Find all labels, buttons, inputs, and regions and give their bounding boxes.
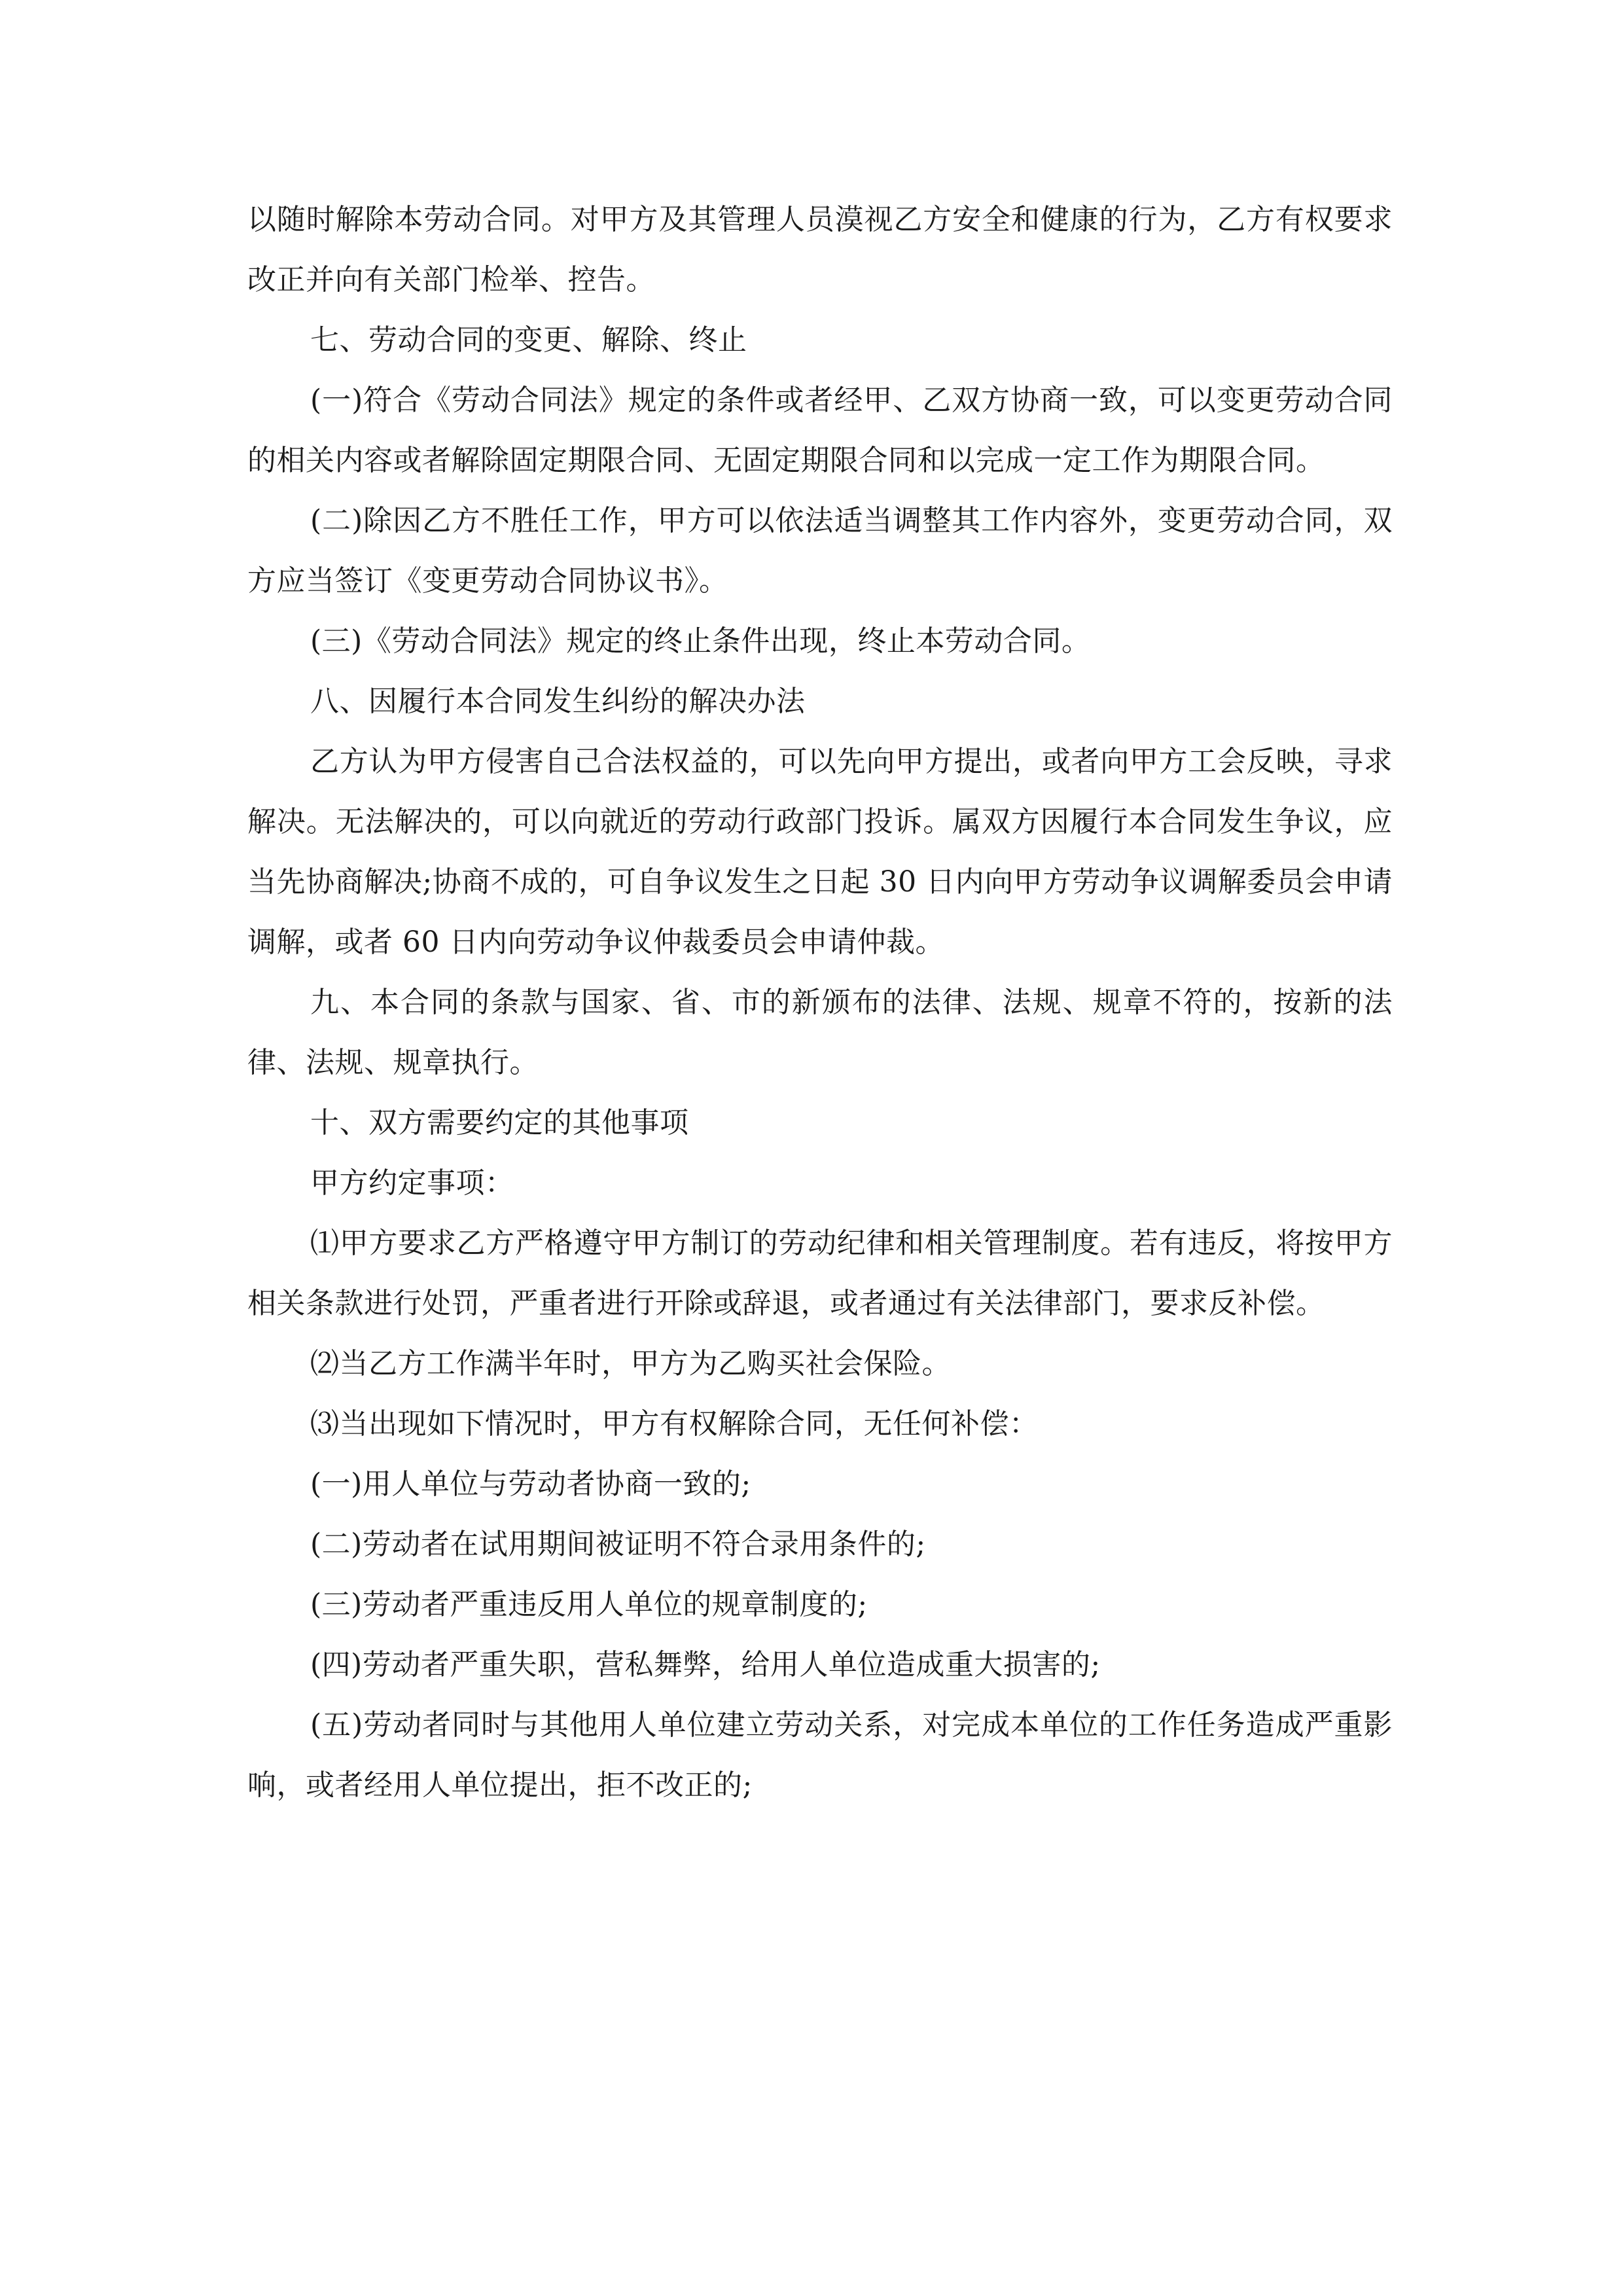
document-body [247, 190, 1393, 1816]
paragraph-7-1: (一)符合《劳动合同法》规定的条件或者经甲、乙双方协商一致，可以变更劳动合同的相关内容或者解除固定期限合同、无固定期限合同和以完成一定工作为期限合同。 [247, 384, 1393, 477]
term-item-2: ⑵当乙方工作满半年时，甲方为乙购买社会保险。 [310, 1347, 951, 1380]
party-a-terms-label: 甲方约定事项： [310, 1166, 514, 1200]
term-item-3: ⑶当出现如下情况时，甲方有权解除合同，无任何补偿： [310, 1407, 1039, 1441]
paragraph-8-body: 乙方认为甲方侵害自己合法权益的，可以先向甲方提出，或者向甲方工会反映，寻求解决。无法解决的，可以向就近的劳动行政部门投诉。属双方因履行本合同发生争议，应当先协商解决;协商不成的，可自争议发生之日起 30 日内向甲方劳动争议调解委员会申请调解，或者 60 日内向劳动争议仲裁委员会申请仲裁。 [247, 745, 1393, 959]
section-heading-10: 十、双方需要约定的其他事项 [310, 1106, 689, 1139]
sub-item-1: (一)用人单位与劳动者协商一致的; [310, 1467, 751, 1501]
sub-item-5: (五)劳动者同时与其他用人单位建立劳动关系，对完成本单位的工作任务造成严重影响，或者经用人单位提出，拒不改正的; [247, 1708, 1393, 1802]
term-item-1: ⑴甲方要求乙方严格遵守甲方制订的劳动纪律和相关管理制度。若有违反，将按甲方相关条款进行处罚，严重者进行开除或辞退，或者通过有关法律部门，要求反补偿。 [247, 1227, 1393, 1320]
paragraph-continuation: 以随时解除本劳动合同。对甲方及其管理人员漠视乙方安全和健康的行为，乙方有权要求改正并向有关部门检举、控告。 [247, 203, 1393, 296]
section-heading-8: 八、因履行本合同发生纠纷的解决办法 [310, 685, 806, 718]
sub-item-2: (二)劳动者在试用期间被证明不符合录用条件的; [310, 1528, 926, 1561]
paragraph-7-3: (三)《劳动合同法》规定的终止条件出现，终止本劳动合同。 [310, 624, 1091, 658]
section-heading-9: 九、本合同的条款与国家、省、市的新颁布的法律、法规、规章不符的，按新的法律、法规、规章执行。 [247, 986, 1393, 1079]
sub-item-3: (三)劳动者严重违反用人单位的规章制度的; [310, 1588, 868, 1621]
sub-item-4: (四)劳动者严重失职，营私舞弊，给用人单位造成重大损害的; [310, 1648, 1101, 1681]
section-heading-7: 七、劳动合同的变更、解除、终止 [310, 323, 747, 357]
paragraph-7-2: (二)除因乙方不胜任工作，甲方可以依法适当调整其工作内容外，变更劳动合同，双方应当签订《变更劳动合同协议书》。 [247, 504, 1393, 598]
